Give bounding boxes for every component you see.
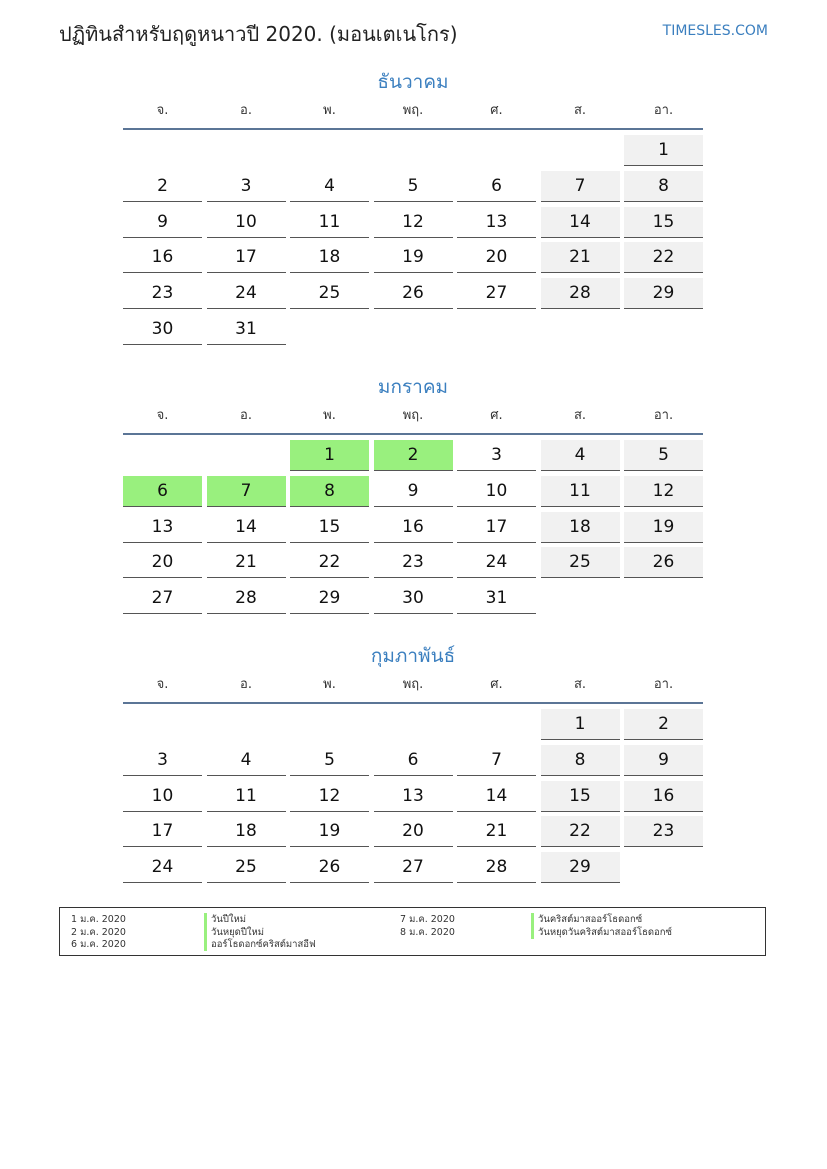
weekend-day-cell: 15 [624, 207, 703, 238]
header-divider [123, 433, 703, 435]
day-cell: 31 [207, 314, 286, 345]
weekend-day-cell: 26 [624, 547, 703, 578]
weekend-day-cell: 23 [624, 816, 703, 847]
weekend-day-cell: 1 [541, 709, 620, 740]
empty-day-cell [290, 314, 369, 344]
week-row [123, 171, 703, 207]
holiday-day-cell: 6 [123, 476, 202, 507]
empty-day-cell [123, 135, 202, 165]
page-title: ปฏิทินสำหรับฤดูหนาวปี 2020. (มอนเตเนโกร) [59, 22, 458, 46]
day-cell: 16 [374, 512, 453, 543]
header-divider [123, 702, 703, 704]
day-cell: 17 [457, 512, 536, 543]
weekday-label: จ. [156, 103, 169, 118]
week-row [123, 852, 703, 888]
empty-day-cell [207, 135, 286, 165]
day-cell: 19 [290, 816, 369, 847]
brand-link[interactable]: TIMESLES.COM [662, 23, 768, 39]
legend-holiday-name: ออร์โธดอกซ์คริสต์มาสอีฟ [204, 938, 316, 951]
day-cell: 3 [207, 171, 286, 202]
month-title: กุมภาพันธ์ [370, 645, 456, 667]
day-cell: 22 [290, 547, 369, 578]
weekday-label: พฤ. [402, 103, 424, 118]
empty-day-cell [374, 135, 453, 165]
day-cell: 5 [374, 171, 453, 202]
month-block [123, 66, 703, 350]
day-cell: 27 [374, 852, 453, 883]
day-cell: 26 [290, 852, 369, 883]
day-cell: 25 [290, 278, 369, 309]
empty-day-cell [290, 135, 369, 165]
week-row [123, 512, 703, 548]
holiday-day-cell: 2 [374, 440, 453, 471]
weekend-day-cell: 16 [624, 781, 703, 812]
week-row [123, 314, 703, 350]
day-cell: 3 [457, 440, 536, 471]
weekday-label: ส. [573, 103, 587, 118]
day-cell: 28 [207, 583, 286, 614]
day-cell: 12 [290, 781, 369, 812]
weekend-day-cell: 21 [541, 242, 620, 273]
weekday-label: อ. [240, 677, 252, 692]
empty-day-cell [624, 314, 703, 344]
day-cell: 21 [457, 816, 536, 847]
weekday-label: อ. [240, 408, 252, 423]
legend-date: 6 ม.ค. 2020 [71, 939, 126, 950]
day-cell: 13 [123, 512, 202, 543]
week-row [123, 207, 703, 243]
weekday-label: อา. [653, 103, 674, 118]
empty-day-cell [541, 135, 620, 165]
weekend-day-cell: 15 [541, 781, 620, 812]
empty-day-cell [624, 583, 703, 613]
empty-day-cell [123, 440, 202, 470]
empty-day-cell [457, 314, 536, 344]
legend-holiday-name: วันคริสต์มาสออร์โธดอกซ์ [531, 913, 642, 926]
day-cell: 20 [123, 547, 202, 578]
day-cell: 18 [207, 816, 286, 847]
day-cell: 27 [457, 278, 536, 309]
empty-day-cell [374, 709, 453, 739]
week-row [123, 440, 703, 476]
day-cell: 31 [457, 583, 536, 614]
empty-day-cell [207, 440, 286, 470]
weekday-label: ศ. [490, 103, 503, 118]
day-cell: 3 [123, 745, 202, 776]
day-cell: 29 [290, 583, 369, 614]
day-cell: 15 [290, 512, 369, 543]
day-cell: 24 [123, 852, 202, 883]
day-cell: 13 [374, 781, 453, 812]
day-cell: 7 [457, 745, 536, 776]
day-cell: 10 [207, 207, 286, 238]
weekend-day-cell: 7 [541, 171, 620, 202]
day-cell: 12 [374, 207, 453, 238]
weekday-label: จ. [156, 677, 169, 692]
empty-day-cell [624, 852, 703, 882]
day-cell: 11 [207, 781, 286, 812]
weekday-label: พ. [323, 408, 336, 423]
legend-date: 8 ม.ค. 2020 [400, 926, 455, 938]
weekday-label: พฤ. [402, 408, 424, 423]
day-cell: 10 [457, 476, 536, 507]
empty-day-cell [457, 135, 536, 165]
day-cell: 30 [123, 314, 202, 345]
day-cell: 19 [374, 242, 453, 273]
day-cell: 20 [457, 242, 536, 273]
week-row [123, 242, 703, 278]
day-cell: 17 [207, 242, 286, 273]
weekend-day-cell: 18 [541, 512, 620, 543]
weekday-label: ศ. [490, 677, 503, 692]
legend-date: 1 ม.ค. 2020 [71, 914, 126, 925]
day-cell: 28 [457, 852, 536, 883]
day-cell: 21 [207, 547, 286, 578]
day-cell: 16 [123, 242, 202, 273]
weekend-day-cell: 19 [624, 512, 703, 543]
weekend-day-cell: 1 [624, 135, 703, 166]
weekend-day-cell: 4 [541, 440, 620, 471]
weekend-day-cell: 8 [541, 745, 620, 776]
empty-day-cell [541, 314, 620, 344]
weekend-day-cell: 22 [624, 242, 703, 273]
week-row [123, 816, 703, 852]
weekend-day-cell: 12 [624, 476, 703, 507]
day-cell: 4 [290, 171, 369, 202]
weekend-day-cell: 9 [624, 745, 703, 776]
weekday-label: อา. [653, 408, 674, 423]
day-cell: 6 [457, 171, 536, 202]
week-row [123, 583, 703, 619]
week-row [123, 781, 703, 817]
weekday-label: พ. [323, 103, 336, 118]
day-cell: 30 [374, 583, 453, 614]
day-cell: 26 [374, 278, 453, 309]
day-cell: 4 [207, 745, 286, 776]
weekend-day-cell: 25 [541, 547, 620, 578]
weekday-label: พ. [323, 677, 336, 692]
day-cell: 18 [290, 242, 369, 273]
weekend-day-cell: 14 [541, 207, 620, 238]
month-block [123, 640, 703, 888]
month-block [123, 371, 703, 619]
legend-holiday-name: วันหยุดปีใหม่ [204, 926, 264, 939]
weekend-day-cell: 11 [541, 476, 620, 507]
day-cell: 25 [207, 852, 286, 883]
day-cell: 27 [123, 583, 202, 614]
day-cell: 9 [374, 476, 453, 507]
empty-day-cell [290, 709, 369, 739]
week-row [123, 745, 703, 781]
empty-day-cell [123, 709, 202, 739]
header-divider [123, 128, 703, 130]
legend-holiday-name: วันปีใหม่ [204, 913, 246, 926]
day-cell: 13 [457, 207, 536, 238]
weekday-label: ส. [573, 408, 587, 423]
week-row [123, 135, 703, 171]
week-row [123, 476, 703, 512]
empty-day-cell [374, 314, 453, 344]
weekday-label: อ. [240, 103, 252, 118]
day-cell: 17 [123, 816, 202, 847]
weekday-label: ส. [573, 677, 587, 692]
day-cell: 2 [123, 171, 202, 202]
weekday-header-row [123, 98, 703, 124]
weekday-label: ศ. [490, 408, 503, 423]
legend-date: 2 ม.ค. 2020 [71, 926, 126, 938]
day-cell: 14 [457, 781, 536, 812]
holiday-day-cell: 8 [290, 476, 369, 507]
weekday-header-row [123, 403, 703, 429]
weekend-day-cell: 5 [624, 440, 703, 471]
day-cell: 20 [374, 816, 453, 847]
month-title: มกราคม [377, 376, 449, 398]
day-cell: 5 [290, 745, 369, 776]
empty-day-cell [541, 583, 620, 613]
legend-date: 7 ม.ค. 2020 [400, 914, 455, 925]
empty-day-cell [457, 709, 536, 739]
day-cell: 23 [374, 547, 453, 578]
holiday-day-cell: 1 [290, 440, 369, 471]
week-row [123, 547, 703, 583]
weekend-day-cell: 28 [541, 278, 620, 309]
holiday-legend [59, 907, 766, 956]
weekday-header-row [123, 672, 703, 698]
weekday-label: พฤ. [402, 677, 424, 692]
weekday-label: อา. [653, 677, 674, 692]
month-title: ธันวาคม [377, 71, 449, 93]
weekend-day-cell: 2 [624, 709, 703, 740]
day-cell: 6 [374, 745, 453, 776]
weekday-label: จ. [156, 408, 169, 423]
holiday-day-cell: 7 [207, 476, 286, 507]
weekend-day-cell: 29 [541, 852, 620, 883]
weekend-day-cell: 8 [624, 171, 703, 202]
empty-day-cell [207, 709, 286, 739]
day-cell: 11 [290, 207, 369, 238]
day-cell: 14 [207, 512, 286, 543]
weekend-day-cell: 22 [541, 816, 620, 847]
day-cell: 23 [123, 278, 202, 309]
week-row [123, 709, 703, 745]
day-cell: 24 [207, 278, 286, 309]
legend-holiday-name: วันหยุดวันคริสต์มาสออร์โธดอกซ์ [531, 926, 672, 939]
day-cell: 24 [457, 547, 536, 578]
weekend-day-cell: 29 [624, 278, 703, 309]
week-row [123, 278, 703, 314]
day-cell: 10 [123, 781, 202, 812]
day-cell: 9 [123, 207, 202, 238]
